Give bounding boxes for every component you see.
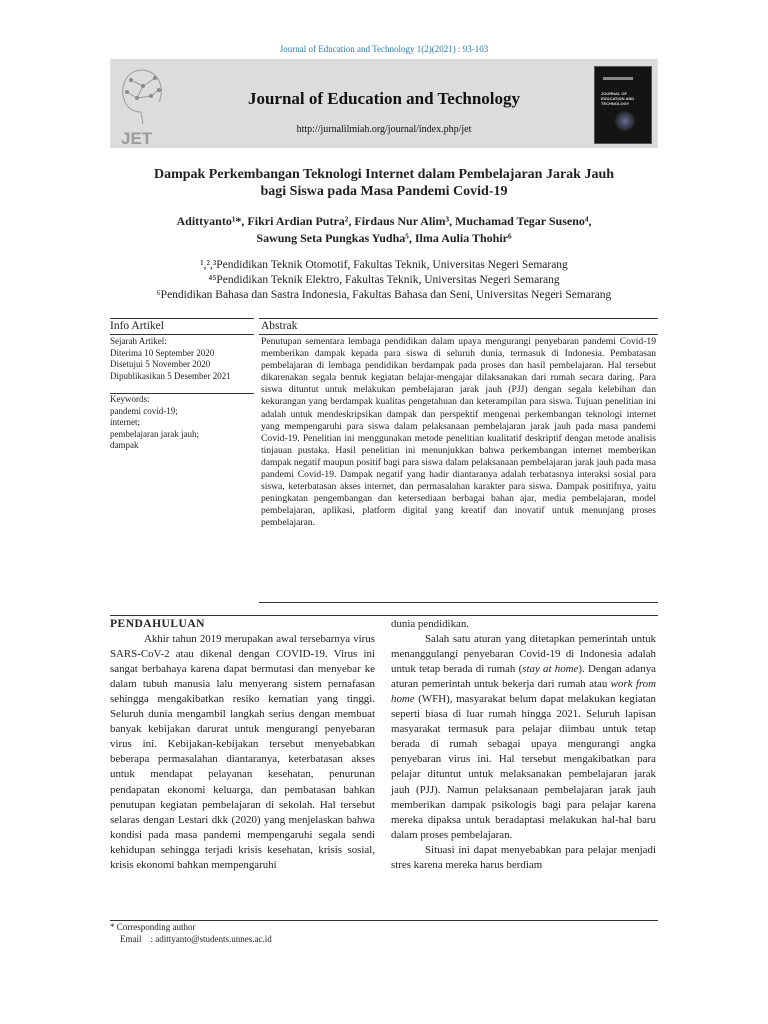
author-line: Adittyanto¹*, Fikri Ardian Putra², Firdaus Nur Alim³, Muchamad Tegar Suseno⁴, [176,214,592,228]
affiliation: ⁶Pendidikan Bahasa dan Sastra Indonesia, Fakultas Bahasa dan Seni, Universitas Negeri Semarang [156,289,612,301]
corresponding-author-note: * Corresponding author [110,922,196,932]
abstract-text: Penutupan sementara lembaga pendidikan dalam upaya mengurangi penyebaran pandemi Covid-19 memberikan dampak kepada para siswa di seluruh dunia, termasuk di Indonesia. Pembatasan pembelajaran di lembaga pendidikan berdampak pada proses dan hasil pembelajaran. Hal tersebut dikarenakan segala bentuk kegiatan belajar-mengajar dilaksanakan dari rumah secara daring. Para siswa dituntut untuk melakukan pembelajaran jarak jauh (PJJ) dengan segala kelebihan dan kekurangan yang berdampak kualitas pengetahuan dan keterampilan para siswa. Tujuan penelitian ini adalah untuk mendeskripsikan dampak dan perspektif mengenai perkembangan teknologi internet yang mempengaruhi para siswa dalam pelaksanaan pembelajaran jarak jauh pada masa pandemi Covid-19. Penelitian ini menggunakan metode penelitian kualitatif deskriptif dengan metode analisis tinjauan pustaka. Hasil penelitian ini menunjukkan bahwa perkembangan internet memberikan dampak negatif maupun positif bagi para siswa dalam pelaksanaan pembelajaran jarak jauh pada masa pandemi Covid-19. Dampak negatif yang hadir diantaranya adalah terbatasnya interaksi sosial para siswa, keterbatasan akses internet, dan permasalahan karakter para siswa. Dampak positifnya, yaitu peningkatan pengembangan dan ketersediaan berbagai bahan ajar, media pembelajaran, model pembelajaran, aplikasi, platform digital yang kreatif dan inovatif untuk menunjang proses pembelajaran. [261,336,656,529]
text-span: Dengan adanya aturan pemerintah untuk bekerja dari rumah atau [391,663,656,691]
jet-logo-icon [113,62,173,146]
accepted-date: Disetujui 5 November 2020 [110,359,211,369]
journal-cover-thumbnail [594,66,652,144]
email-address[interactable]: : adittyanto@students.unnes.ac.id [150,934,272,944]
abstract-heading: Abstrak [261,320,298,332]
divider [110,318,254,319]
info-heading: Info Artikel [110,320,164,332]
published-date: Dipublikasikan 5 Desember 2021 [110,370,231,381]
affiliation: ¹,²,³Pendidikan Teknik Otomotif, Fakultas Teknik, Universitas Negeri Semarang [200,259,568,271]
paragraph [391,632,656,843]
italic-term: stay at home [522,663,579,676]
cover-text: JOURNAL OF EDUCATION AND TECHNOLOGY [601,91,635,106]
text-span: Salah satu aturan yang ditetapkan pemerintah untuk menanggulangi penyebaran Covid-19 di Indonesia adalah untuk tetap berada di rumah ( [391,633,656,676]
body-right-column [391,617,656,873]
keyword: pembelajaran jarak jauh; [110,428,199,439]
text-span: (WFH), masyarakat belum dapat melakukan kegiatan seperti biasa di luar rumah hingga 2021. Seluruh lapisan masyarakat termasuk para pelajar diimbau untuk tetap berada di rumah sebagai upaya mengurangi angka penyebaran virus ini. Hal tersebut mengakibatkan para pelajar dituntut untuk melaksanakan pembelajaran jarak jauh (PJJ). Namun pelaksanaan pembelajaran jarak jauh memberikan dampak psikologis bagi para pelajar karena mereka dipaksa untuk beradaptasi melakukan hal-hal baru dalam proses pembelajaran. [391,693,656,841]
logo-text: JET [121,129,153,146]
affiliations [110,258,658,303]
body-left-column [110,617,375,873]
author-list [110,213,658,247]
divider [110,615,658,616]
section-heading: PENDAHULUAN [110,618,205,630]
divider [259,602,658,603]
affiliation: ⁴⁵Pendidikan Teknik Elektro, Fakultas Teknik, Universitas Negeri Semarang [208,274,560,286]
keyword: internet; [110,417,140,427]
article-title-line: bagi Siswa pada Masa Pandemi Covid-19 [260,184,508,199]
divider [110,334,254,335]
received-date: Diterima 10 September 2020 [110,347,215,358]
paragraph: dunia pendidikan. [391,618,470,630]
article-title [110,166,658,200]
journal-url[interactable]: http://jurnalilmiah.org/journal/index.php/jet [296,124,472,135]
author-line: Sawung Seta Pungkas Yudha⁵, Ilma Aulia Thohir⁶ [256,231,512,245]
paragraph: Situasi ini dapat menyebabkan para pelajar menjadi stres karena mereka harus berdiam [391,843,656,871]
journal-title: Journal of Education and Technology [247,89,521,108]
footnote [110,921,510,945]
article-title-line: Dampak Perkembangan Teknologi Internet dalam Pembelajaran Jarak Jauh [153,167,615,182]
keyword: dampak [110,440,139,450]
keyword: pandemi covid-19; [110,405,178,416]
divider [259,318,658,319]
email-label: Email [120,934,142,944]
running-head: Journal of Education and Technology 1(2)(2021) : 93-103 [279,44,489,54]
keywords-label: Keywords: [110,394,150,404]
paragraph: Akhir tahun 2019 merupakan awal tersebarnya virus SARS-CoV-2 atau dikenal dengan COVID-19. Virus ini sangat berbahaya karena dapat bermutasi dan menyebar ke dalam tubuh manusia lalu menyerang sistem pernafasan sehingga mengakibatkan resiko kematian yang tinggi. Seluruh dunia mengambil langkah serius dengan membuat banyak kebijakan darurat untuk mengurangi penyebaran virus ini. Kebijakan-kebijakan tersebut menyebabkan beberapa permasalahan diantaranya, keterbatasan akses untuk mendapat pelayanan kesehatan, penurunan pendapatan ekonomi keluarga, dan pembatasan bahkan penutupan kegiatan pembelajaran di sekolah. Hal tersebut selaras dengan Lestari dkk (2020) yang menjelaskan bahwa kondisi pada masa pandemi mempengaruhi segala sendi kehidupan sehingga terjadi krisis kesehatan, krisis sosial, krisis ekonomi bahkan mempengaruhi [110,633,375,871]
divider [259,334,658,335]
article-info [110,336,256,452]
history-label: Sejarah Artikel: [110,336,167,346]
italic-term: work from home [391,678,656,706]
text-span: ). [578,663,585,676]
